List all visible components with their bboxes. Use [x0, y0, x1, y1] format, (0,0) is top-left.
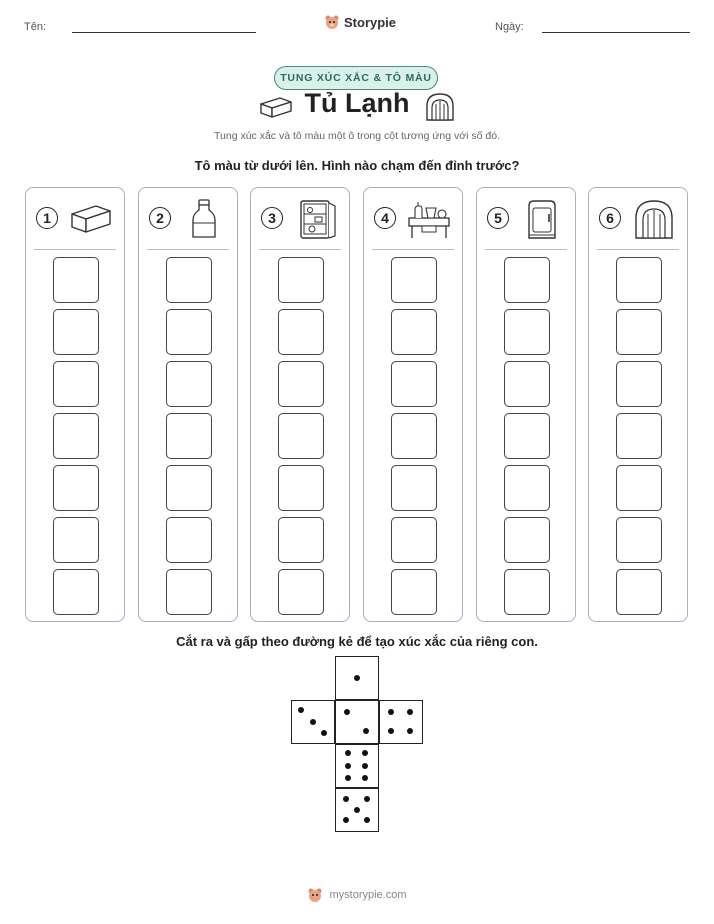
column-number: 5: [487, 207, 509, 229]
color-box[interactable]: [166, 569, 212, 615]
column-divider: [485, 249, 567, 250]
dice-pip: [363, 728, 369, 734]
page-title: Tủ Lạnh: [304, 88, 410, 118]
open-fridge-icon: [293, 198, 339, 240]
page-subtitle: Tung xúc xắc và tô màu một ô trong cột tương ứng với số đó.: [214, 130, 500, 142]
color-box[interactable]: [391, 361, 437, 407]
dice-pip: [354, 675, 360, 681]
dice-pip: [364, 796, 370, 802]
dice-pip: [345, 775, 351, 781]
date-line[interactable]: [542, 32, 690, 33]
color-box[interactable]: [278, 309, 324, 355]
color-box[interactable]: [616, 569, 662, 615]
column-number: 6: [599, 207, 621, 229]
brand-logo: [324, 14, 396, 30]
color-box[interactable]: [391, 309, 437, 355]
color-box[interactable]: [616, 413, 662, 459]
color-box[interactable]: [391, 569, 437, 615]
color-box[interactable]: [504, 309, 550, 355]
color-box[interactable]: [53, 309, 99, 355]
dice-column-5: [476, 187, 576, 622]
dice-pip: [388, 728, 394, 734]
game-instruction: Tô màu từ dưới lên. Hình nào chạm đến đỉnh trước?: [194, 158, 520, 173]
name-label: Tên:: [24, 21, 47, 33]
color-box[interactable]: [504, 465, 550, 511]
dice-column-2: [138, 187, 238, 622]
dice-pip: [388, 709, 394, 715]
dice-pip: [364, 817, 370, 823]
color-box[interactable]: [391, 413, 437, 459]
color-box[interactable]: [278, 465, 324, 511]
color-box[interactable]: [391, 517, 437, 563]
color-box[interactable]: [53, 413, 99, 459]
column-header: [251, 198, 349, 244]
color-box[interactable]: [616, 309, 662, 355]
column-header: [364, 198, 462, 244]
color-box[interactable]: [53, 465, 99, 511]
name-line[interactable]: [72, 32, 256, 33]
color-box[interactable]: [391, 465, 437, 511]
color-box[interactable]: [616, 257, 662, 303]
butter-icon: [68, 198, 114, 240]
column-divider: [597, 249, 679, 250]
color-box[interactable]: [504, 517, 550, 563]
dice-column-3: [250, 187, 350, 622]
color-box[interactable]: [53, 517, 99, 563]
color-box[interactable]: [278, 413, 324, 459]
dice-face-6: [335, 744, 379, 788]
column-number: 1: [36, 207, 58, 229]
oven-icon: [424, 92, 456, 122]
column-header: [589, 198, 687, 244]
dice-pip: [298, 707, 304, 713]
color-box[interactable]: [166, 465, 212, 511]
date-label: Ngày:: [495, 21, 524, 33]
footer-link[interactable]: mystorypie.com: [329, 889, 407, 901]
dice-face-4: [379, 700, 423, 744]
color-box[interactable]: [166, 517, 212, 563]
column-header: [26, 198, 124, 244]
color-box[interactable]: [53, 257, 99, 303]
column-divider: [259, 249, 341, 250]
column-divider: [147, 249, 229, 250]
column-number: 4: [374, 207, 396, 229]
dice-pip: [343, 796, 349, 802]
color-box[interactable]: [278, 569, 324, 615]
color-box[interactable]: [616, 361, 662, 407]
dice-pip: [354, 807, 360, 813]
column-header: [139, 198, 237, 244]
dice-pip: [345, 763, 351, 769]
column-divider: [372, 249, 454, 250]
dice-pip: [362, 750, 368, 756]
kitchen-counter-icon: [406, 198, 452, 240]
dice-pip: [362, 775, 368, 781]
column-header: [477, 198, 575, 244]
color-box[interactable]: [278, 517, 324, 563]
color-box[interactable]: [391, 257, 437, 303]
dice-pip: [407, 709, 413, 715]
oven-icon: [631, 198, 677, 240]
color-box[interactable]: [504, 569, 550, 615]
color-box[interactable]: [278, 257, 324, 303]
color-box[interactable]: [278, 361, 324, 407]
color-box[interactable]: [616, 465, 662, 511]
activity-badge: TUNG XÚC XẮC & TÔ MÀU: [274, 66, 438, 90]
column-number: 2: [149, 207, 171, 229]
dice-column-6: [588, 187, 688, 622]
color-box[interactable]: [616, 517, 662, 563]
color-box[interactable]: [166, 361, 212, 407]
dice-pip: [321, 730, 327, 736]
column-divider: [34, 249, 116, 250]
column-number: 3: [261, 207, 283, 229]
color-box[interactable]: [53, 361, 99, 407]
color-box[interactable]: [166, 309, 212, 355]
color-box[interactable]: [166, 257, 212, 303]
dice-pip: [345, 750, 351, 756]
bear-icon: [307, 887, 323, 903]
brand-name: Storypie: [344, 14, 397, 30]
dice-column-1: [25, 187, 125, 622]
dice-face-5: [335, 788, 379, 832]
dice-column-4: [363, 187, 463, 622]
dice-pip: [310, 719, 316, 725]
color-box[interactable]: [504, 257, 550, 303]
dice-pip: [344, 709, 350, 715]
dice-pip: [343, 817, 349, 823]
color-box[interactable]: [53, 569, 99, 615]
bear-icon: [324, 14, 340, 30]
dice-pip: [407, 728, 413, 734]
mini-fridge-icon: [519, 198, 565, 240]
color-box[interactable]: [504, 361, 550, 407]
dice-instruction: Cắt ra và gấp theo đường kẻ để tạo xúc xắc của riêng con.: [176, 634, 538, 649]
dice-pip: [362, 763, 368, 769]
color-box[interactable]: [504, 413, 550, 459]
footer: [0, 887, 714, 903]
dice-face-2: [335, 700, 379, 744]
color-box[interactable]: [166, 413, 212, 459]
dice-face-3: [291, 700, 335, 744]
dice-face-1: [335, 656, 379, 700]
milk-bottle-icon: [181, 198, 227, 240]
